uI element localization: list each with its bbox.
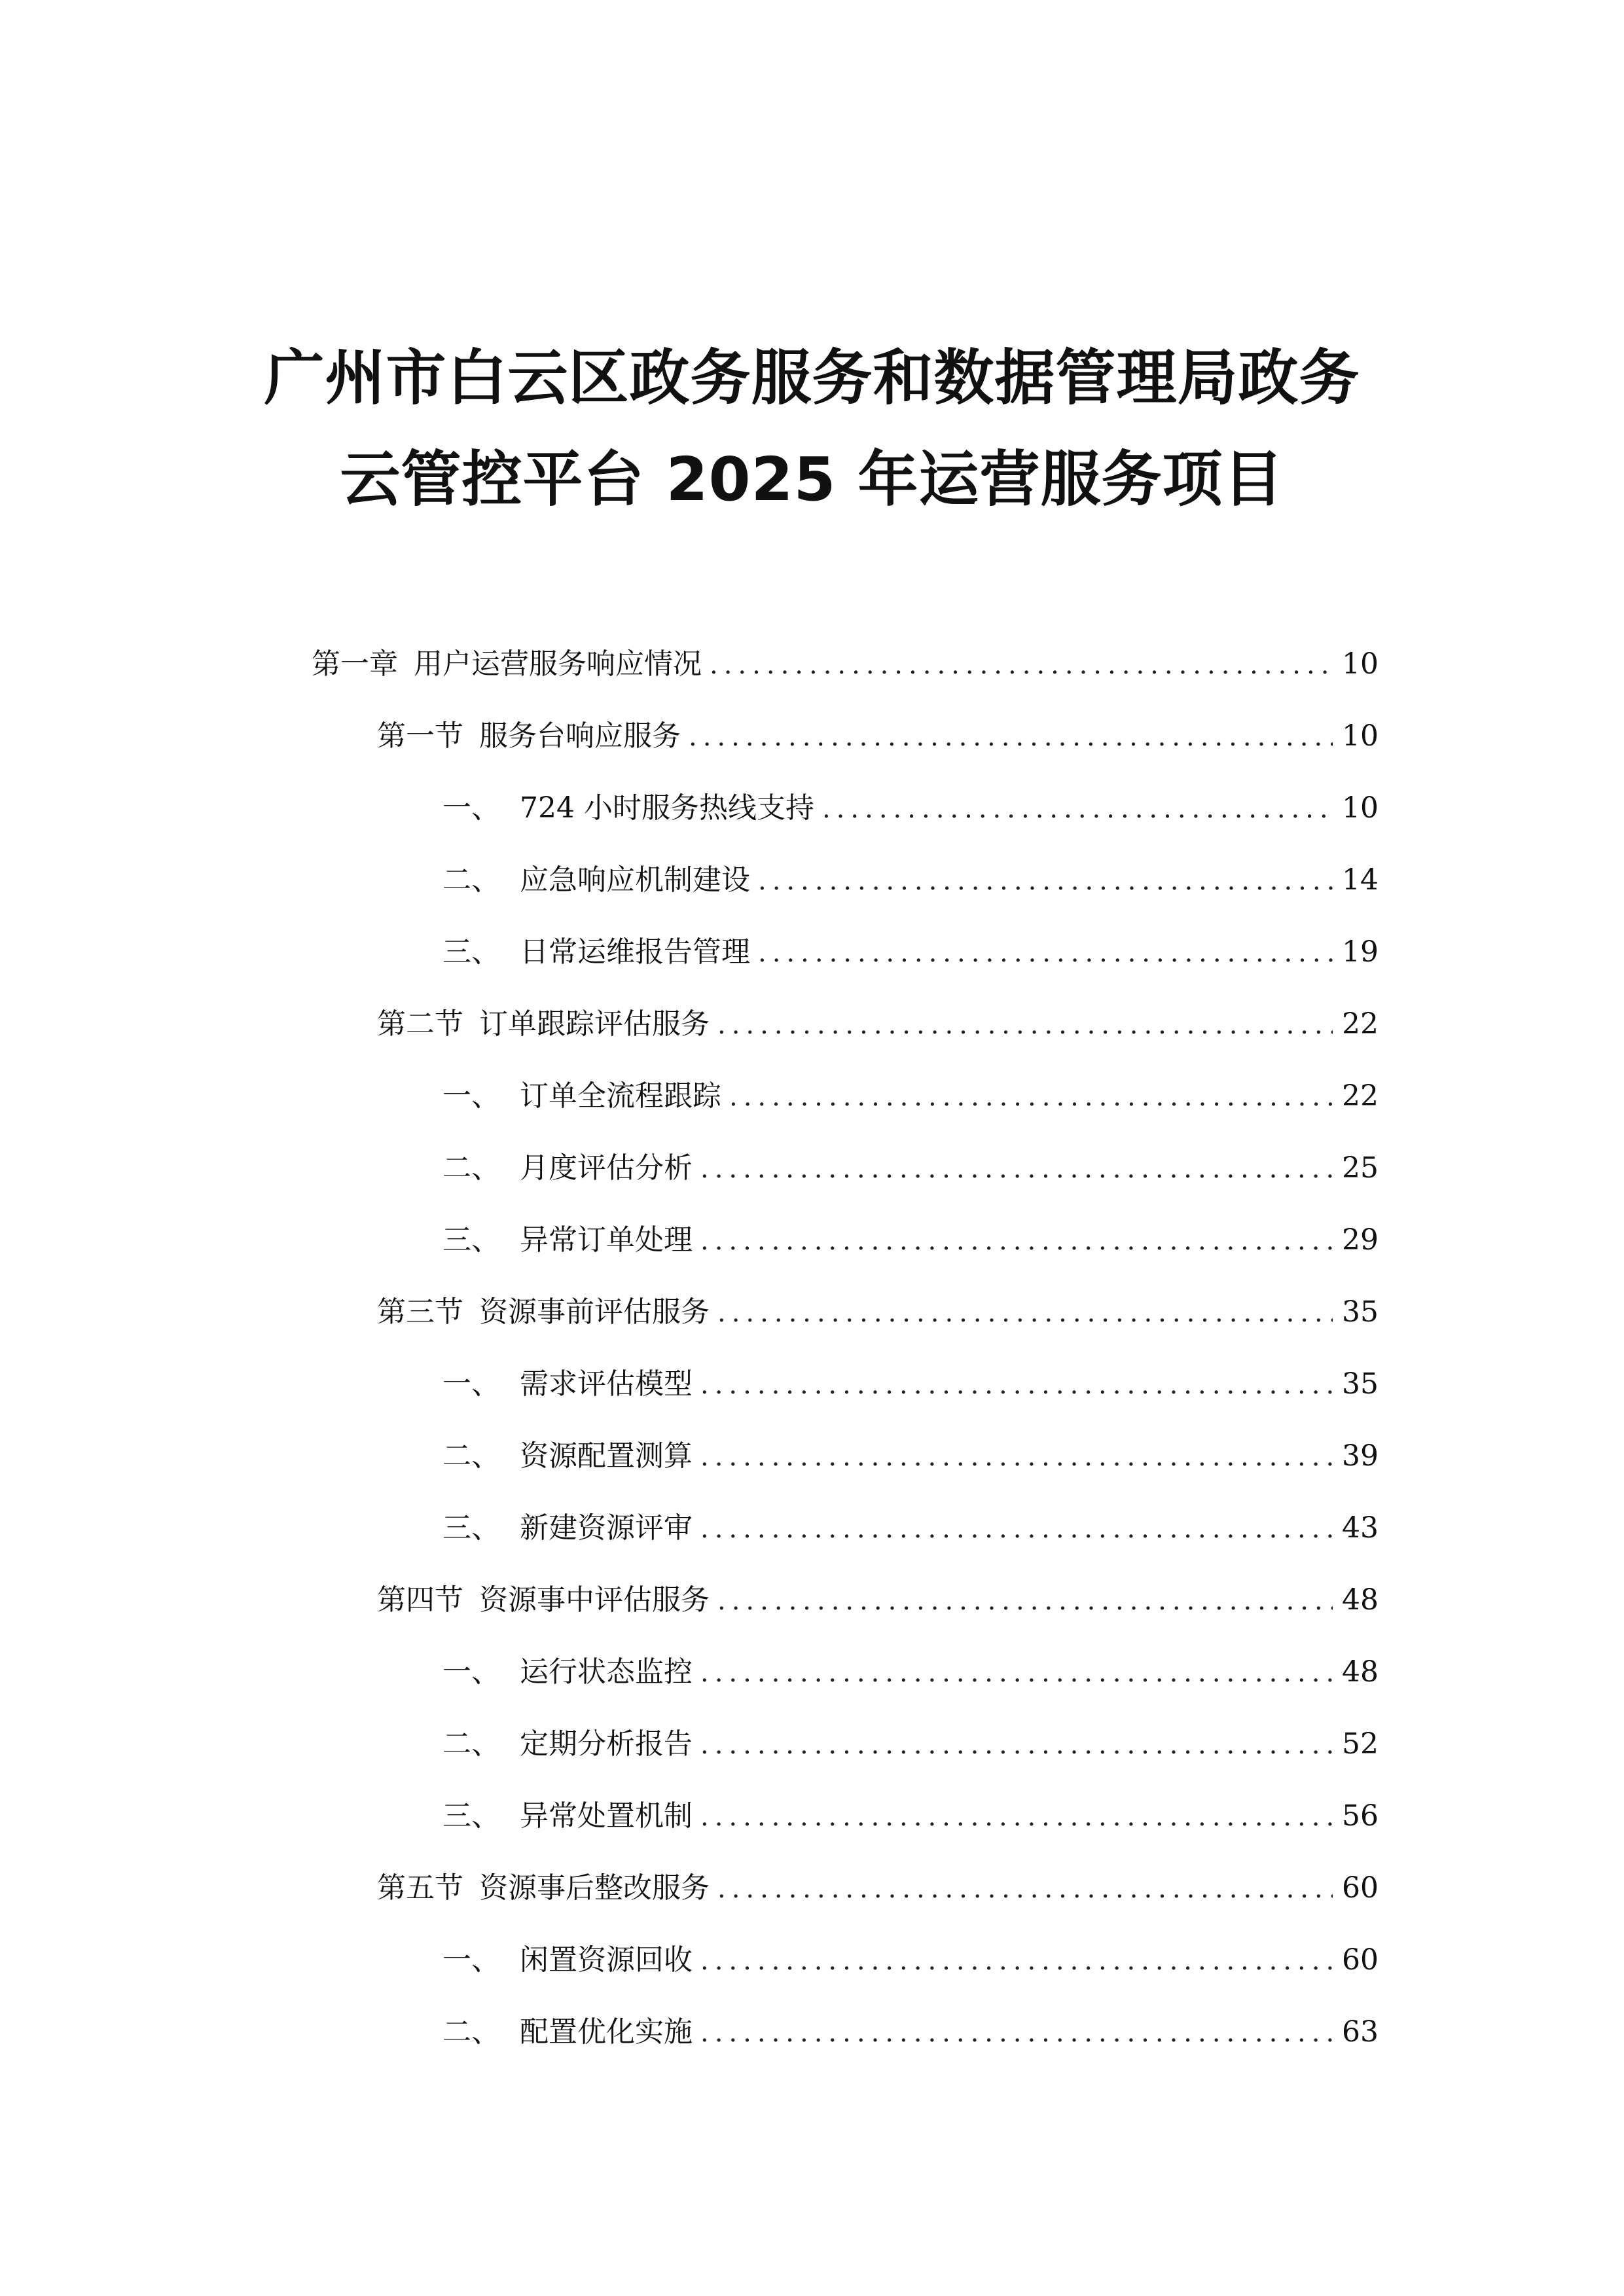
toc-entry-title: 异常订单处理 xyxy=(520,1223,693,1257)
document-title xyxy=(0,327,1624,530)
toc-page-number: 52 xyxy=(1342,1727,1379,1761)
toc-entry[interactable] xyxy=(442,1437,1379,1476)
toc-dot-leader xyxy=(700,1725,1333,1765)
toc-dot-leader xyxy=(700,1797,1333,1837)
toc-page-number: 10 xyxy=(1342,791,1379,825)
toc-entry[interactable] xyxy=(442,1149,1379,1188)
toc-entry-title: 闲置资源回收 xyxy=(520,1943,693,1977)
toc-entry[interactable] xyxy=(442,1725,1379,1764)
toc-entry-label: 第二节 xyxy=(377,1007,463,1041)
title-line-2: 云管控平台 2025 年运营服务项目 xyxy=(340,444,1284,514)
toc-entry[interactable] xyxy=(377,1581,1379,1620)
toc-dot-leader xyxy=(758,933,1333,973)
toc-entry-label: 第一节 xyxy=(377,719,463,753)
toc-entry-title: 订单跟踪评估服务 xyxy=(479,1007,710,1041)
toc-dot-leader xyxy=(700,1941,1333,1981)
toc-entry[interactable] xyxy=(442,861,1379,900)
toc-entry-title: 异常处置机制 xyxy=(520,1799,693,1833)
toc-dot-leader xyxy=(700,1437,1333,1477)
toc-page-number: 60 xyxy=(1342,1871,1379,1905)
toc-entry[interactable] xyxy=(377,1293,1379,1332)
toc-page-number: 35 xyxy=(1342,1367,1379,1401)
toc-page-number: 39 xyxy=(1342,1439,1379,1473)
toc-page-number: 63 xyxy=(1342,2015,1379,2049)
toc-entry-label: 二、 xyxy=(442,1151,500,1185)
toc-dot-leader xyxy=(729,1077,1333,1117)
toc-entry-title: 资源配置测算 xyxy=(520,1439,693,1473)
toc-entry-label: 一、 xyxy=(442,1079,500,1113)
toc-entry-label: 一、 xyxy=(442,1367,500,1401)
toc-dot-leader xyxy=(758,861,1333,901)
toc-entry-title: 资源事后整改服务 xyxy=(479,1871,710,1905)
toc-dot-leader xyxy=(717,1869,1333,1909)
toc-dot-leader xyxy=(710,645,1333,685)
toc-dot-leader xyxy=(700,2013,1333,2053)
toc-entry-label: 二、 xyxy=(442,1439,500,1473)
toc-entry[interactable] xyxy=(442,1221,1379,1260)
toc-dot-leader xyxy=(717,1005,1333,1045)
toc-entry-title: 服务台响应服务 xyxy=(479,719,681,753)
toc-page-number: 14 xyxy=(1342,863,1379,897)
toc-entry[interactable] xyxy=(442,933,1379,972)
toc-entry-label: 第一章 xyxy=(312,647,398,681)
toc-entry-title: 用户运营服务响应情况 xyxy=(414,647,702,681)
toc-entry-title: 运行状态监控 xyxy=(520,1655,693,1689)
toc-dot-leader xyxy=(700,1221,1333,1261)
toc-entry-label: 第五节 xyxy=(377,1871,463,1905)
toc-page-number: 56 xyxy=(1342,1799,1379,1833)
toc-page-number: 22 xyxy=(1342,1079,1379,1113)
title-line-1: 广州市白云区政务服务和数据管理局政务 xyxy=(264,343,1360,413)
toc-page-number: 29 xyxy=(1342,1223,1379,1257)
toc-entry-title: 日常运维报告管理 xyxy=(520,935,750,969)
toc-dot-leader xyxy=(717,1581,1333,1621)
toc-entry-label: 三、 xyxy=(442,1799,500,1833)
toc-dot-leader xyxy=(700,1365,1333,1405)
toc-entry-title: 需求评估模型 xyxy=(520,1367,693,1401)
toc-entry[interactable] xyxy=(312,645,1379,684)
toc-entry-title: 724 小时服务热线支持 xyxy=(520,791,814,825)
toc-entry[interactable] xyxy=(442,789,1379,828)
toc-entry-label: 第四节 xyxy=(377,1583,463,1617)
toc-entry-title: 新建资源评审 xyxy=(520,1511,693,1545)
toc-entry-label: 第三节 xyxy=(377,1295,463,1329)
toc-entry-label: 二、 xyxy=(442,2015,500,2049)
toc-entry-title: 定期分析报告 xyxy=(520,1727,693,1761)
toc-entry-label: 一、 xyxy=(442,1943,500,1977)
toc-page-number: 10 xyxy=(1342,719,1379,753)
toc-entry-label: 二、 xyxy=(442,1727,500,1761)
toc-page-number: 60 xyxy=(1342,1943,1379,1977)
toc-entry[interactable] xyxy=(442,1797,1379,1836)
toc-dot-leader xyxy=(822,789,1333,829)
toc-dot-leader xyxy=(700,1653,1333,1693)
toc-entry-title: 配置优化实施 xyxy=(520,2015,693,2049)
toc-page-number: 19 xyxy=(1342,935,1379,969)
toc-page-number: 43 xyxy=(1342,1511,1379,1545)
toc-page-number: 25 xyxy=(1342,1151,1379,1185)
toc-entry-label: 三、 xyxy=(442,1511,500,1545)
toc-entry-title: 资源事前评估服务 xyxy=(479,1295,710,1329)
toc-entry-title: 资源事中评估服务 xyxy=(479,1583,710,1617)
toc-entry-label: 三、 xyxy=(442,1223,500,1257)
toc-page-number: 10 xyxy=(1342,647,1379,681)
toc-dot-leader xyxy=(700,1149,1333,1189)
toc-entry-label: 三、 xyxy=(442,935,500,969)
toc-dot-leader xyxy=(717,1293,1333,1333)
toc-dot-leader xyxy=(689,717,1333,757)
toc-dot-leader xyxy=(700,1509,1333,1549)
toc-entry[interactable] xyxy=(442,1077,1379,1116)
toc-entry-label: 二、 xyxy=(442,863,500,897)
toc-page-number: 22 xyxy=(1342,1007,1379,1041)
toc-entry-title: 订单全流程跟踪 xyxy=(520,1079,721,1113)
toc-entry-title: 应急响应机制建设 xyxy=(520,863,750,897)
toc-entry[interactable] xyxy=(377,1005,1379,1044)
toc-entry[interactable] xyxy=(377,1869,1379,1908)
toc-entry-title: 月度评估分析 xyxy=(520,1151,693,1185)
toc-entry[interactable] xyxy=(442,2013,1379,2052)
toc-entry-label: 一、 xyxy=(442,791,500,825)
toc-entry[interactable] xyxy=(442,1941,1379,1980)
toc-page-number: 48 xyxy=(1342,1583,1379,1617)
toc-page-number: 35 xyxy=(1342,1295,1379,1329)
toc-page-number: 48 xyxy=(1342,1655,1379,1689)
toc-entry[interactable] xyxy=(442,1365,1379,1404)
toc-entry[interactable] xyxy=(442,1509,1379,1548)
toc-entry-label: 一、 xyxy=(442,1655,500,1689)
toc-entry[interactable] xyxy=(442,1653,1379,1692)
toc-entry[interactable] xyxy=(377,717,1379,756)
